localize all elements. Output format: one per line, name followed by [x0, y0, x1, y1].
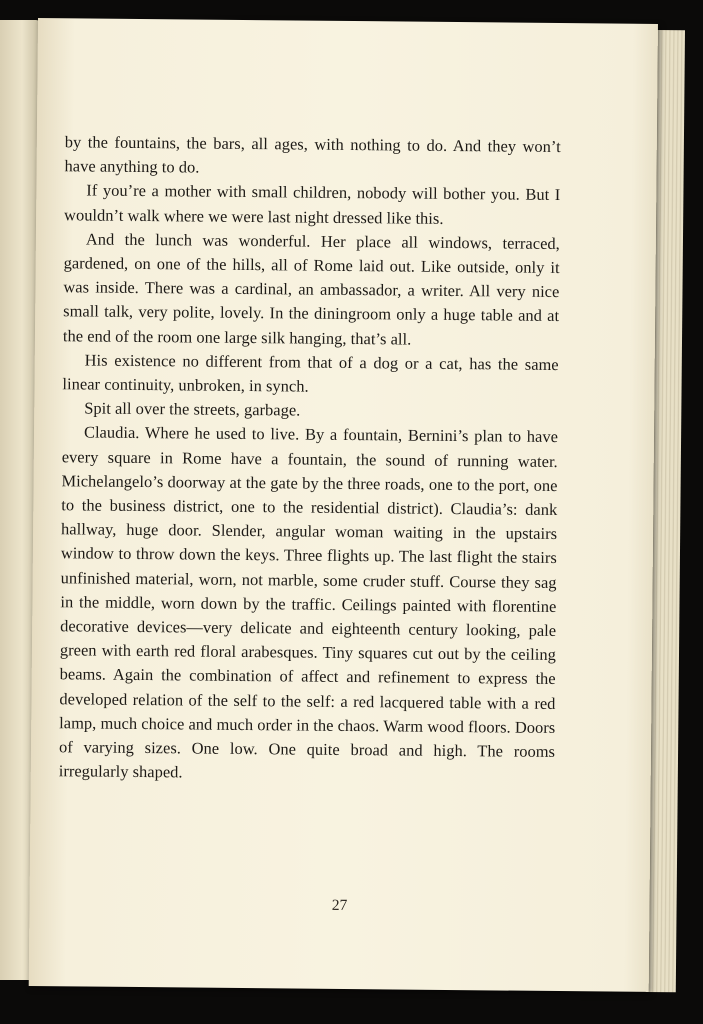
paragraph-2: If you’re a mother with small children, nobody will bother you. But I wouldn’t walk where we were last night dressed like this.	[64, 180, 561, 228]
paragraph-1: by the fountains, the bars, all ages, with nothing to do. And they won’t have anything to do.	[64, 132, 561, 177]
paragraph-4: His existence no different from that of a dog or a cat, has the same linear continuity, unbroken, in synch.	[62, 350, 559, 396]
paragraph-6: Claudia. Where he used to live. By a fountain, Bernini’s plan to have every square in Rome have a fountain, the sound of running water. Michelangelo’s doorway at the gate by the three roads, one to the port, one to the business district, one to the residential district). Claudia’s: dank hallway, huge door. Slender, angular woman waiting in the upstairs window to throw down the keys. Three flights up. The last flight the stairs unfinished material, worn, not marble, some cruder stuff. Course they sag in the middle, worn down by the traffic. Ceilings painted with florentine decorative devices—very delicate and eighteenth century looking, pale green with earth red floral arabesques. Tiny squares cut out by the ceiling beams. Again the combination of affect and refinement to express the developed relation of the self to the self: a red lacquered table with a red lamp, much choice and much order in the chaos. Warm wood floors. Doors of varying sizes. One low. One quite broad and high. The rooms irregularly shaped.	[58, 422, 559, 782]
paragraph-5: Spit all over the streets, garbage.	[84, 398, 301, 420]
paragraph-3: And the lunch was wonderful. Her place all windows, terraced, gardened, on one of the hills, all of Rome laid out. Like outside, only it was inside. There was a cardinal, an ambassador, a writer. All very nice small talk, very polite, lovely. In the diningroom only a huge table and at the end of the room one large silk hanging, that’s all.	[62, 229, 560, 349]
book-page	[29, 18, 658, 992]
page-number: 27	[331, 896, 348, 915]
page-body-text	[59, 130, 561, 788]
